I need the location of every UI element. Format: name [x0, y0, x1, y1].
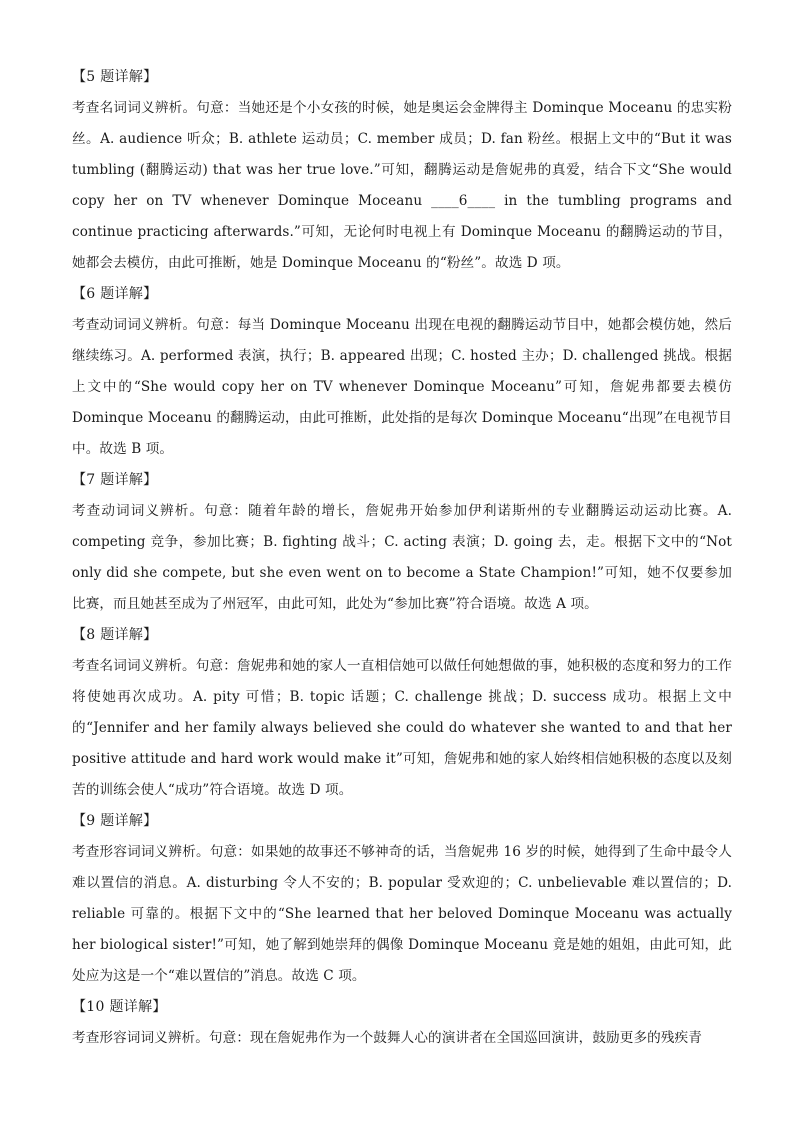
- question-5-heading: 【5 题详解】: [72, 69, 158, 85]
- question-9-section: [72, 806, 732, 992]
- question-9-heading: 【9 题详解】: [72, 813, 158, 829]
- question-6-explanation: 考查动词词义辨析。句意：每当 Dominque Moceanu 出现在电视的翻腾运动节目中，她都会模仿她，然后继续练习。A. performed 表演，执行；B. appeared 出现；C. hosted 主办；D. challenged 挑战。根据上文中的“She would copy her on TV whenever Dominque Moceanu”可知，詹妮弗都要去模仿 Dominque Moceanu 的翻腾运动，由此可推断，此处指的是每次 Dominque Moceanu“出现”在电视节目中。故选 B 项。: [72, 317, 732, 457]
- question-7-heading: 【7 题详解】: [72, 472, 158, 488]
- question-8-section: [72, 620, 732, 806]
- question-10-heading: 【10 题详解】: [72, 999, 167, 1015]
- question-5-explanation: 考查名词词义辨析。句意：当她还是个小女孩的时候，她是奥运会金牌得主 Dominque Moceanu 的忠实粉丝。A. audience 听众；B. athlete 运动员；C. member 成员；D. fan 粉丝。根据上文中的“But it was tumbling (翻腾运动) that was her true love.”可知，翻腾运动是詹妮弗的真爱，结合下文“She would copy her on TV whenever Dominque Moceanu ____6____ in the tumbling programs and continue practicing afterwards.”可知，无论何时电视上有 Dominque Moceanu 的翻腾运动的节目，她都会去模仿，由此可推断，她是 Dominque Moceanu 的“粉丝”。故选 D 项。: [72, 100, 732, 271]
- question-7-section: [72, 465, 732, 620]
- question-8-heading: 【8 题详解】: [72, 627, 158, 643]
- question-10-section: [72, 992, 732, 1054]
- question-9-explanation: 考查形容词词义辨析。句意：如果她的故事还不够神奇的话，当詹妮弗 16 岁的时候，她得到了生命中最令人难以置信的消息。A. disturbing 令人不安的；B. popular 受欢迎的；C. unbelievable 难以置信的；D. reliable 可靠的。根据下文中的“She learned that her beloved Dominque Moceanu was actually her biological sister!”可知，她了解到她崇拜的偶像 Dominque Moceanu 竟是她的姐姐，由此可知，此处应为这是一个“难以置信的”消息。故选 C 项。: [72, 844, 732, 984]
- question-8-explanation: 考查名词词义辨析。句意：詹妮弗和她的家人一直相信她可以做任何她想做的事，她积极的态度和努力的工作将使她再次成功。A. pity 可惜；B. topic 话题；C. challenge 挑战；D. success 成功。根据上文中的“Jennifer and her family always believed she could do whatever she wanted to and that her positive attitude and hard work would make it”可知，詹妮弗和她的家人始终相信她积极的态度以及刻苦的训练会使人“成功”符合语境。故选 D 项。: [72, 658, 732, 798]
- question-5-section: [72, 62, 732, 279]
- question-6-heading: 【6 题详解】: [72, 286, 158, 302]
- question-6-section: [72, 279, 732, 465]
- question-10-explanation: 考查形容词词义辨析。句意：现在詹妮弗作为一个鼓舞人心的演讲者在全国巡回演讲，鼓励更多的残疾青: [72, 1030, 702, 1046]
- question-7-explanation: 考查动词词义辨析。句意：随着年龄的增长，詹妮弗开始参加伊利诺斯州的专业翻腾运动运动比赛。A. competing 竞争，参加比赛；B. fighting 战斗；C. acting 表演；D. going 去，走。根据下文中的“Not only did she compete, but she even went on to become a State Champion!”可知，她不仅要参加比赛，而且她甚至成为了州冠军，由此可知，此处为“参加比赛”符合语境。故选 A 项。: [72, 503, 732, 612]
- document-page: [72, 62, 732, 1054]
